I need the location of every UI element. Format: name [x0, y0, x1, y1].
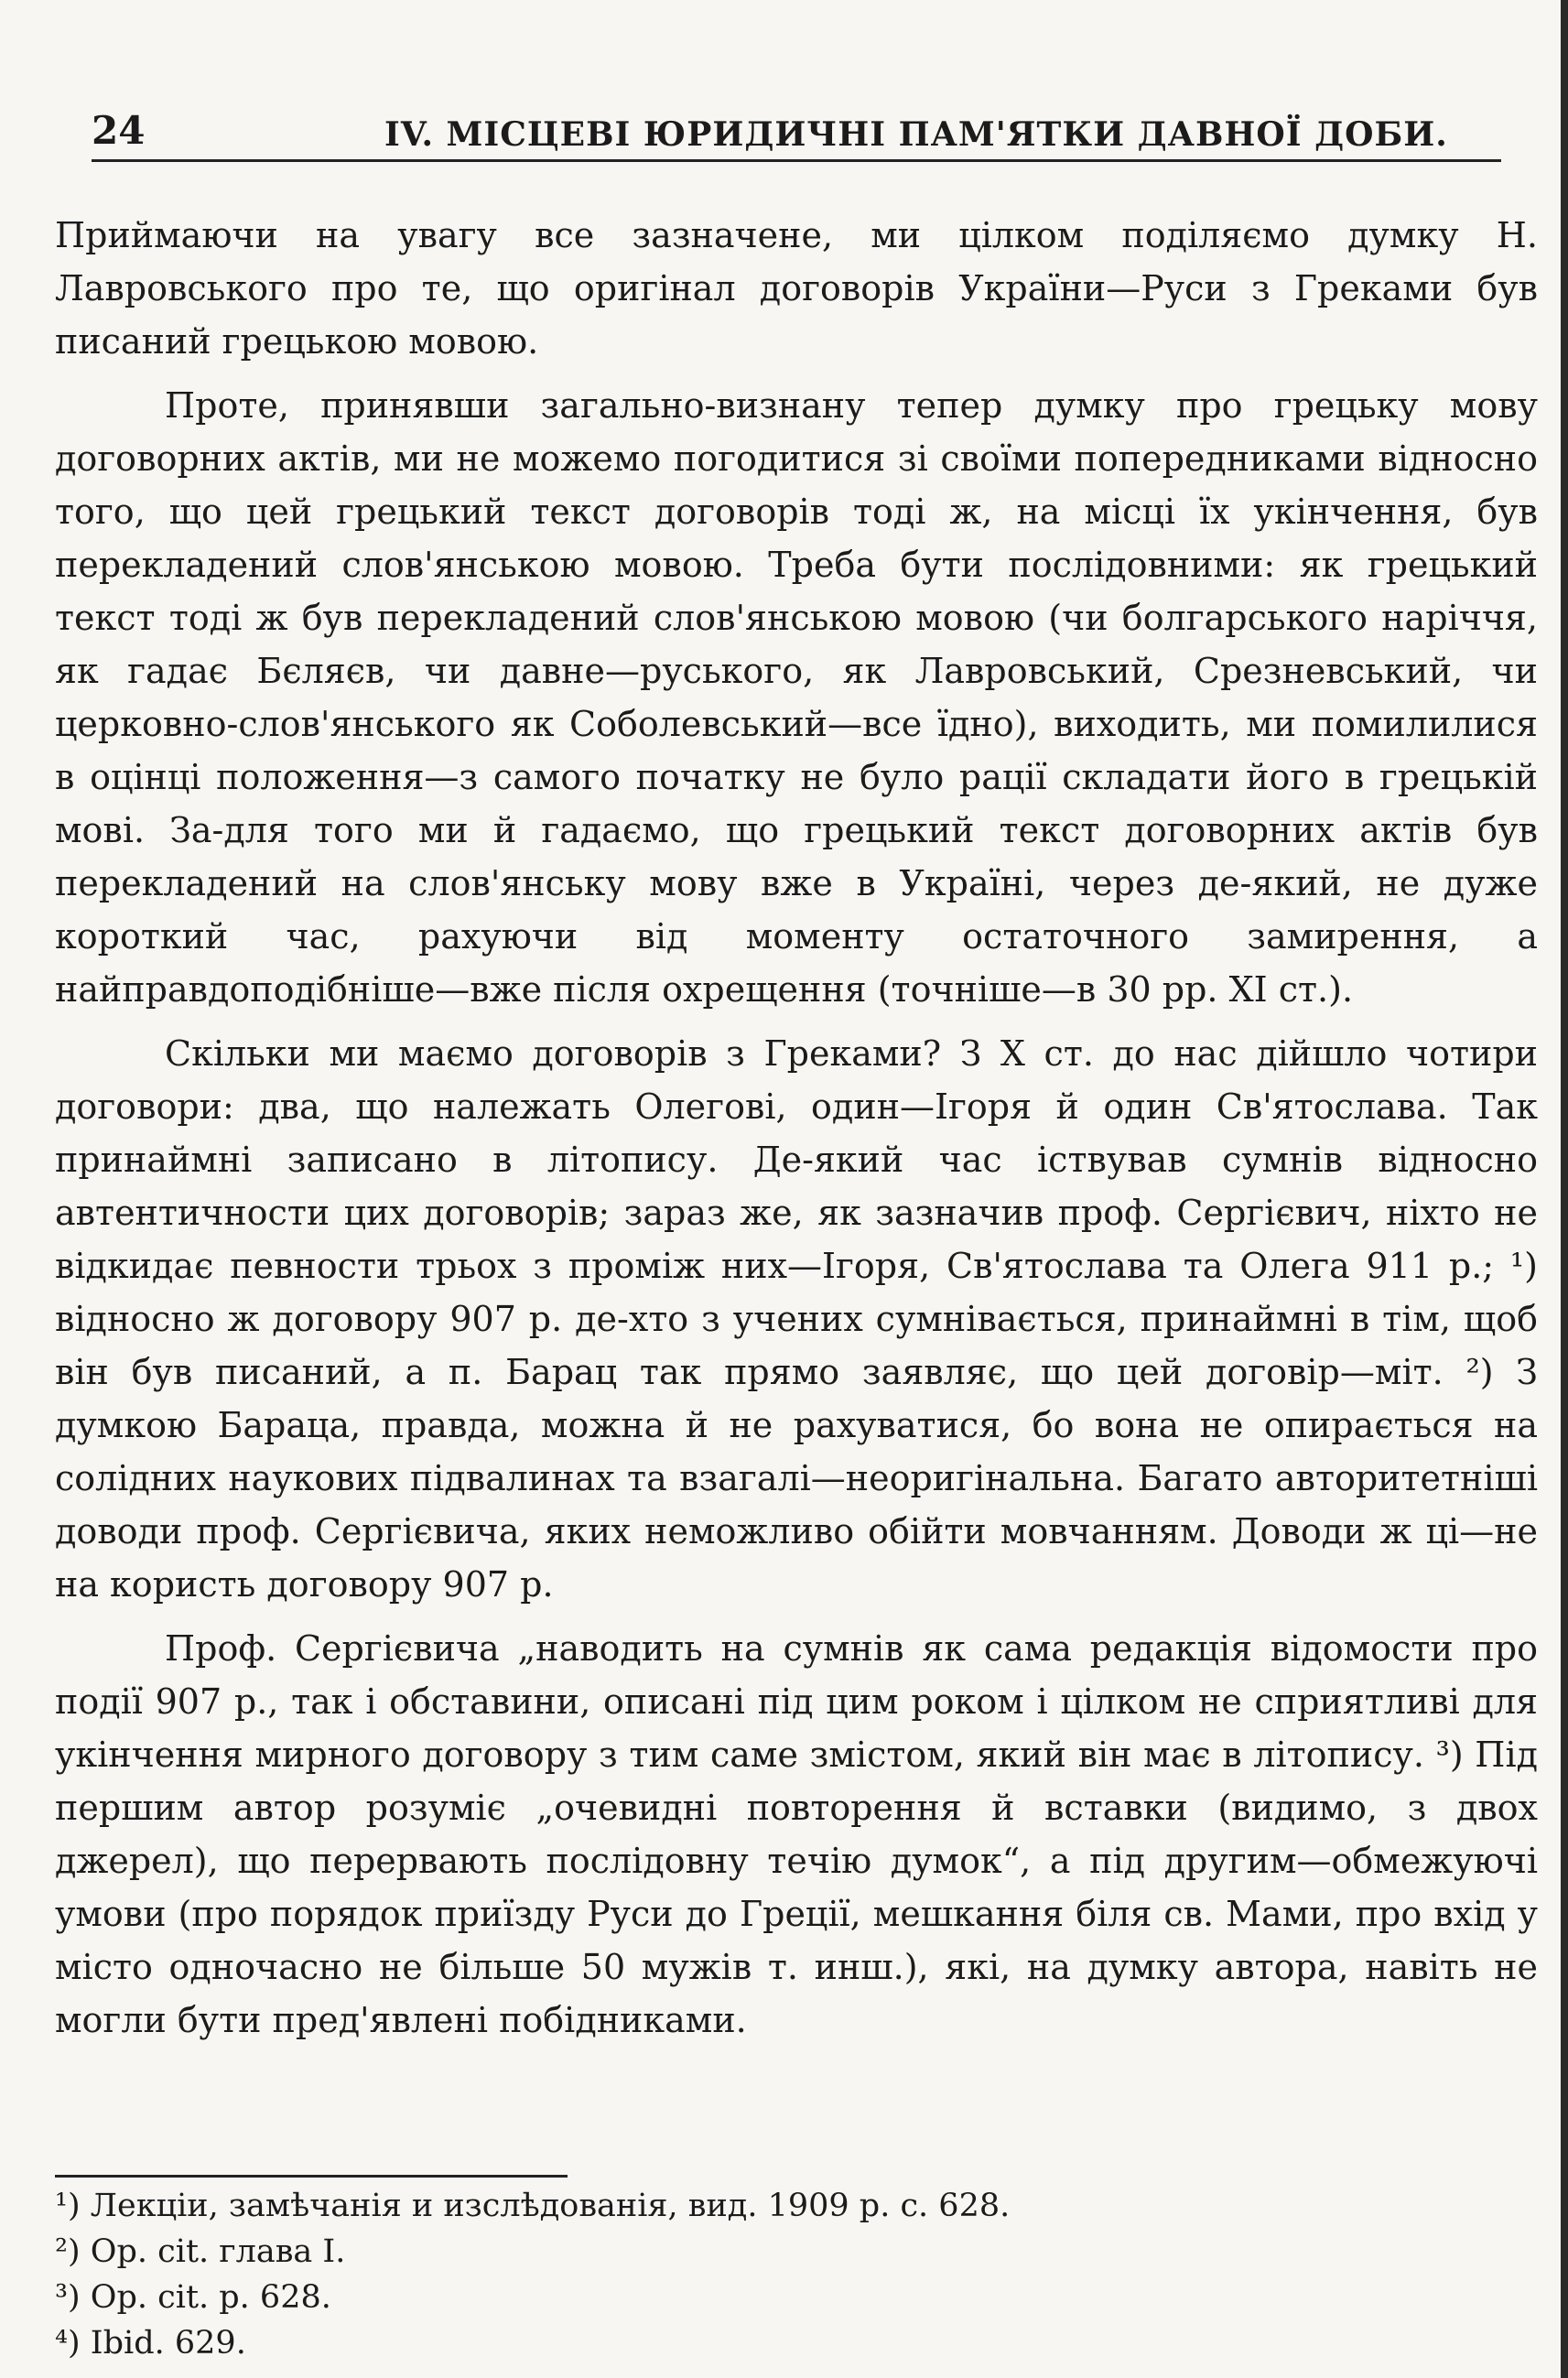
footnote-1: ¹) Лекціи, замѣчанія и изслѣдованія, вид. 1909 р. с. 628. — [55, 2188, 1011, 2224]
footnote-2: ²) Op. cit. глава I. — [55, 2233, 346, 2270]
paragraph-2: Проте, принявши загально-визнану тепер думку про грецьку мову договорних актів, ми не можемо погодитися зі своїми попередниками відносно того, що цей грецький текст договорів тоді ж, на місці їх укінчення, був перекладений слов'янською мовою. Треба бути послідовними: як грецький текст тоді ж був перекладений слов'янською мовою (чи болгарського наріччя, як гадає Бєляєв, чи давне—руського, як Лавровський, Срезневський, чи церковно-слов'янського як Соболевський—все їдно), виходить, ми помилилися в оцінці положення—з самого початку не було рації складати його в грецькій мові. За-для того ми й гадаємо, що грецький текст договорних актів був перекладений на слов'янську мову вже в Україні, через де-який, не дуже короткий час, рахуючи від моменту остаточного замирення, а найправдоподібніше—вже після охрещення (точніше—в 30 рр. XI ст.). — [55, 385, 1538, 1010]
footnote-rule — [55, 2175, 568, 2178]
footnote-3: ³) Op. cit. p. 628. — [55, 2279, 331, 2316]
header-rule — [92, 159, 1501, 162]
footnotes — [55, 2183, 1519, 2371]
running-title: IV. МІСЦЕВІ ЮРИДИЧНІ ПАМ'ЯТКИ ДАВНОЇ ДОБИ. — [384, 115, 1448, 154]
body-text — [55, 209, 1538, 2058]
paragraph-4: Проф. Сергієвича „наводить на сумнів як сама редакція відомости про події 907 р., так і обставини, описані під цим роком і цілком не сприятливі для укінчення мирного договору з тим саме змістом, який він має в літопису. ³) Під першим автор розуміє „очевидні повторення й вставки (видимо, з двох джерел), що перервають послідовну течію думок“, а під другим—обмежуючі умови (про порядок приїзду Руси до Греції, мешкання біля св. Мами, про вхід у місто одночасно не більше 50 мужів т. инш.), які, на думку автора, навіть не могли бути пред'явлені побідниками. — [55, 1628, 1538, 2040]
page-number: 24 — [92, 108, 146, 153]
paragraph-1: Приймаючи на увагу все зазначене, ми цілком поділяємо думку Н. Лавровського про те, що оригінал договорів України—Руси з Греками був писаний грецькою мовою. — [55, 215, 1538, 362]
page-header — [92, 103, 1501, 157]
footnote-4: ⁴) Ibid. 629. — [55, 2325, 246, 2362]
paragraph-3: Скільки ми маємо договорів з Греками? З X ст. до нас дійшло чотири договори: два, що належать Олегові, один—Ігоря й один Св'ятослава. Так принаймні записано в літопису. Де-який час іствував сумнів відносно автентичности цих договорів; зараз же, як зазначив проф. Сергієвич, ніхто не відкидає певности трьох з проміж них—Ігоря, Св'ятослава та Олега 911 р.; ¹) відносно ж договору 907 р. де-хто з учених сумнівається, принаймні в тім, щоб він був писаний, а п. Барац так прямо заявляє, що цей договір—міт. ²) З думкою Бараца, правда, можна й не рахуватися, бо вона не опирається на солідних наукових підвалинах та взагалі—неоригінальна. Багато авторитетніші доводи проф. Сергієвича, яких неможливо обійти мовчанням. Доводи ж ці—не на користь договору 907 р. — [55, 1033, 1538, 1605]
